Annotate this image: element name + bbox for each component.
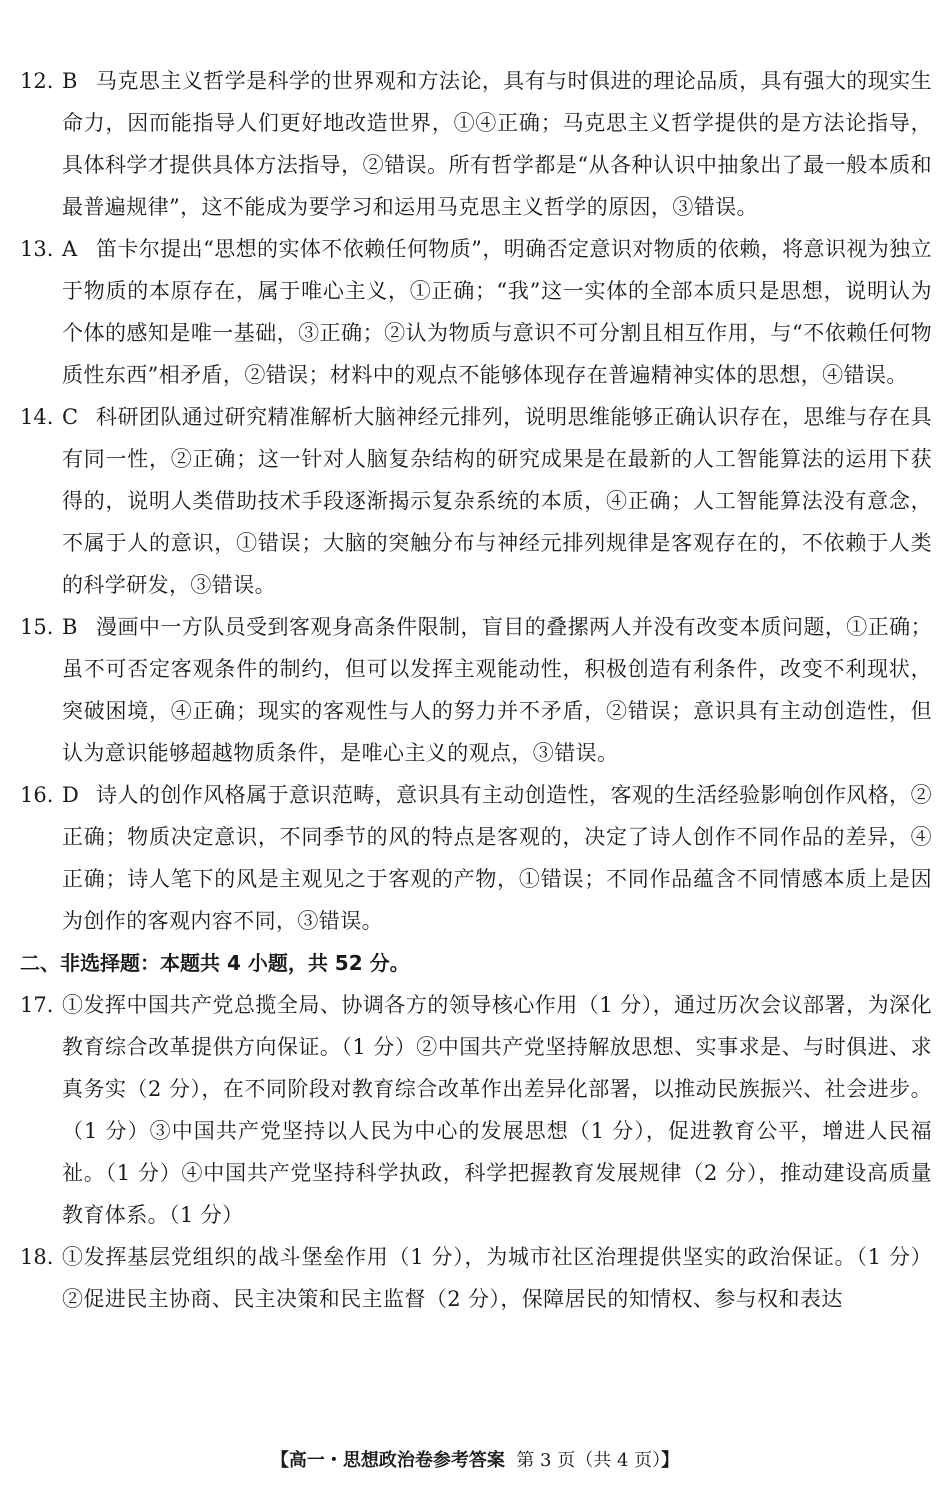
- answer-item-16: [20, 774, 932, 942]
- answer-item-18: [20, 1236, 932, 1320]
- item-number: 13.: [20, 237, 54, 261]
- item-answer-letter: A: [62, 237, 78, 261]
- page-footer: [0, 1448, 950, 1474]
- item-explanation: [62, 774, 932, 942]
- item-explanation: ①发挥中国共产党总揽全局、协调各方的领导核心作用（1 分），通过历次会议部署，为深化教育综合改革提供方向保证。（1 分）②中国共产党坚持解放思想、实事求是、与时俱进、求真务实（2 分），在不同阶段对教育综合改革作出差异化部署，以推动民族振兴、社会进步。（1 分）③中国共产党坚持以人民为中心的发展思想（1 分），促进教育公平，增进人民福祉。（1 分）④中国共产党坚持科学执政，科学把握教育发展规律（2 分），推动建设高质量教育体系。（1 分）: [62, 993, 932, 1227]
- item-answer-letter: D: [62, 783, 80, 807]
- answer-item-17: [20, 984, 932, 1236]
- section-title: 二、非选择题：本题共 4 小题，共 52 分。: [20, 951, 410, 975]
- item-explanation-text: 马克思主义哲学是科学的世界观和方法论，具有与时俱进的理论品质，具有强大的现实生命力，因而能指导人们更好地改造世界，①④正确；马克思主义哲学提供的是方法论指导，具体科学才提供具体方法指导，②错误。所有哲学都是“从各种认识中抽象出了最一般本质和最普遍规律”，这不能成为要学习和运用马克思主义哲学的原因，③错误。: [62, 69, 932, 219]
- item-explanation: [62, 396, 932, 606]
- item-answer-letter: B: [62, 69, 78, 93]
- item-number: 14.: [20, 405, 54, 429]
- item-number: 16.: [20, 783, 54, 807]
- item-explanation: ①发挥基层党组织的战斗堡垒作用（1 分），为城市社区治理提供坚实的政治保证。（1 分）②促进民主协商、民主决策和民主监督（2 分），保障居民的知情权、参与权和表达: [62, 1245, 932, 1311]
- answer-item-15: [20, 606, 932, 774]
- item-explanation-text: 诗人的创作风格属于意识范畴，意识具有主动创造性，客观的生活经验影响创作风格，②正确；物质决定意识，不同季节的风的特点是客观的，决定了诗人创作不同作品的差异，④正确；诗人笔下的风是主观见之于客观的产物，①错误；不同作品蕴含不同情感本质上是因为创作的客观内容不同，③错误。: [62, 783, 932, 933]
- answer-item-14: [20, 396, 932, 606]
- item-explanation: [62, 60, 932, 228]
- footer-bracket-open: 【: [270, 1450, 289, 1471]
- item-answer-letter: C: [62, 405, 79, 429]
- answer-item-12: [20, 60, 932, 228]
- answer-item-13: [20, 228, 932, 396]
- item-number: 18.: [20, 1245, 54, 1269]
- item-number: 15.: [20, 615, 54, 639]
- footer-page-info: 第 3 页（共 4 页）: [516, 1450, 662, 1471]
- item-number: 12.: [20, 69, 54, 93]
- page-content: [20, 60, 932, 1320]
- item-explanation-text: 笛卡尔提出“思想的实体不依赖任何物质”，明确否定意识对物质的依赖，将意识视为独立于物质的本原存在，属于唯心主义，①正确；“我”这一实体的全部本质只是思想，说明认为个体的感知是唯一基础，③正确；②认为物质与意识不可分割且相互作用，与“不依赖任何物质性东西”相矛盾，②错误；材料中的观点不能够体现存在普遍精神实体的思想，④错误。: [62, 237, 932, 387]
- item-explanation-text: 科研团队通过研究精准解析大脑神经元排列，说明思维能够正确认识存在，思维与存在具有同一性，②正确；这一针对人脑复杂结构的研究成果是在最新的人工智能算法的运用下获得的，说明人类借助技术手段逐渐揭示复杂系统的本质，④正确；人工智能算法没有意念，不属于人的意识，①错误；大脑的突触分布与神经元排列规律是客观存在的，不依赖于人类的科学研发，③错误。: [62, 405, 932, 597]
- item-answer-letter: B: [62, 615, 78, 639]
- item-explanation: [62, 606, 932, 774]
- item-number: 17.: [20, 993, 54, 1017]
- footer-bracket-close: 】: [661, 1450, 680, 1471]
- footer-title: 高一・思想政治卷参考答案: [288, 1450, 505, 1471]
- item-explanation-text: 漫画中一方队员受到客观身高条件限制，盲目的叠摞两人并没有改变本质问题，①正确；虽不可否定客观条件的制约，但可以发挥主观能动性，积极创造有利条件，改变不利现状，突破困境，④正确；现实的客观性与人的努力并不矛盾，②错误；意识具有主动创造性，但认为意识能够超越物质条件，是唯心主义的观点，③错误。: [62, 615, 932, 765]
- item-explanation: [62, 228, 932, 396]
